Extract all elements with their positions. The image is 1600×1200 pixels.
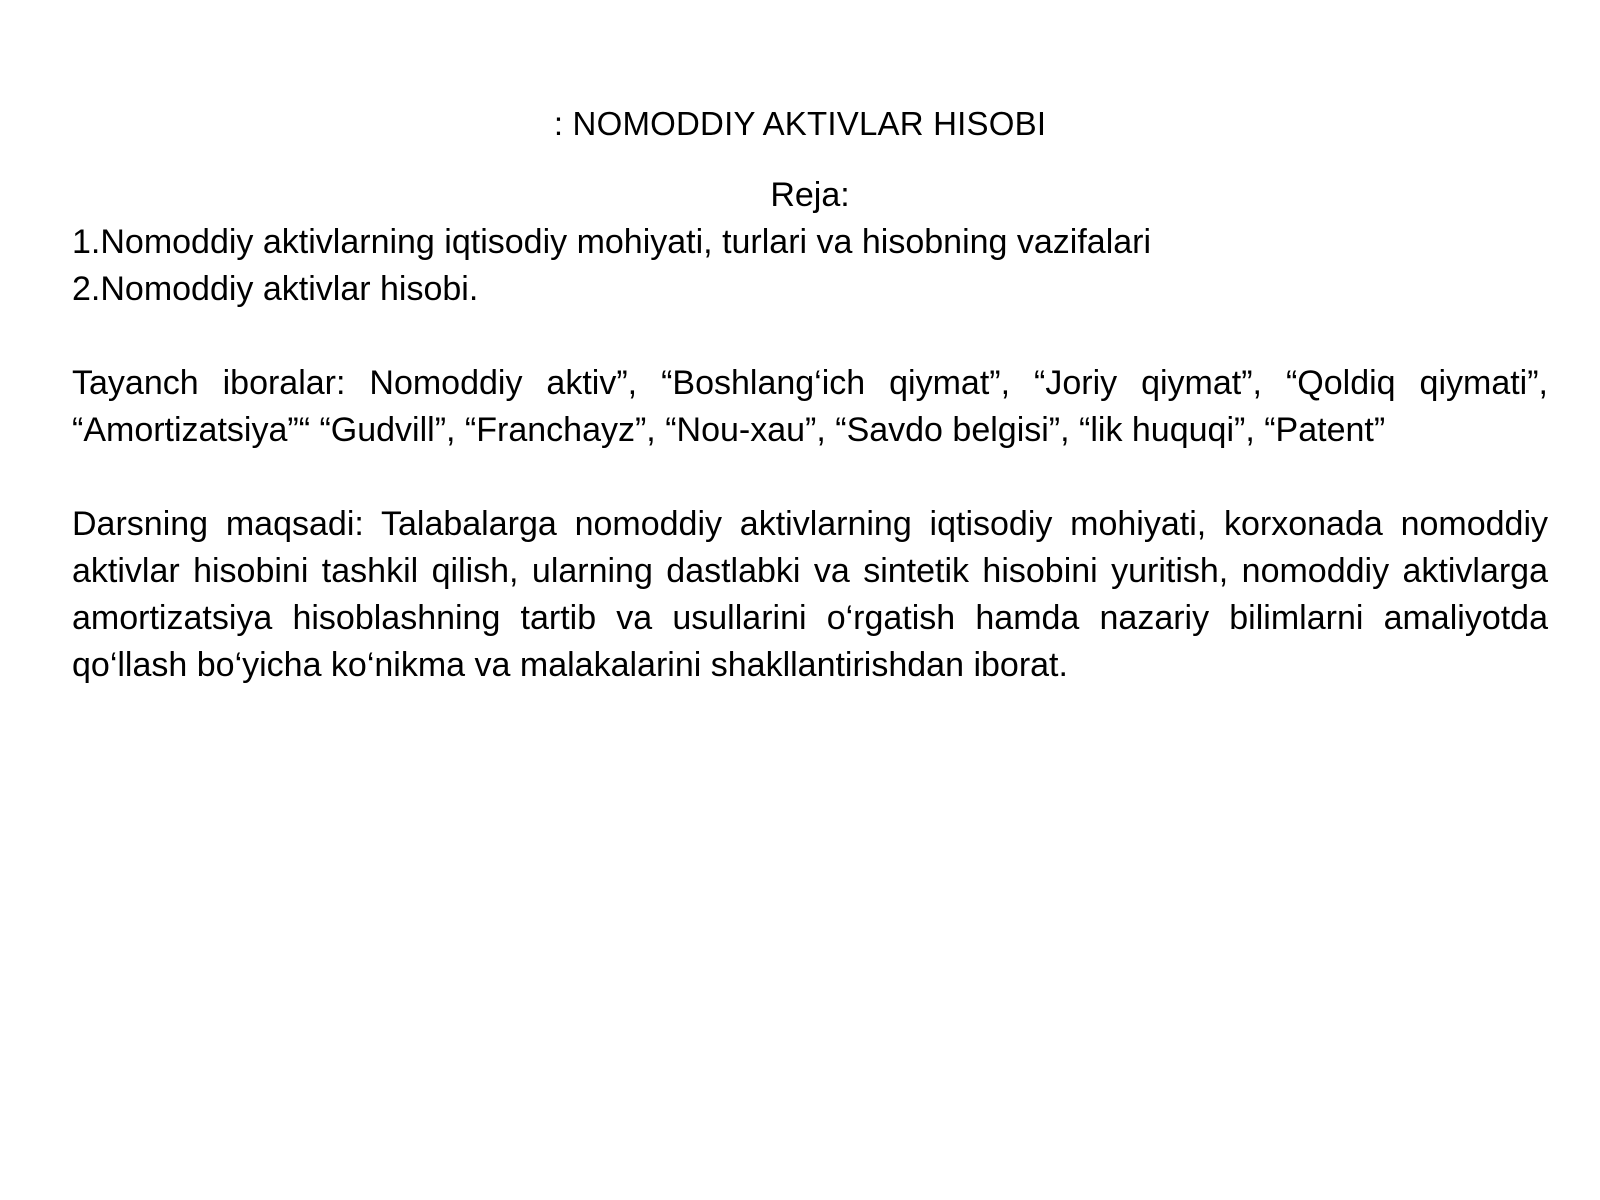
keywords-paragraph: Tayanch iboralar: Nomoddiy aktiv”, “Boshlang‘ich qiymat”, “Joriy qiymat”, “Qoldiq qiymati”, “Amortizatsiya”“ “Gudvill”, “Franchayz”, “Nou-xau”, “Savdo belgisi”, “lik huquqi”, “Patent” bbox=[72, 364, 1548, 449]
plan-item-2: 2.Nomoddiy aktivlar hisobi. bbox=[72, 270, 479, 308]
slide-title: : NOMODDIY AKTIVLAR HISOBI bbox=[553, 105, 1047, 142]
plan-item-1: 1.Nomoddiy aktivlarning iqtisodiy mohiyati, turlari va hisobning vazifalari bbox=[72, 223, 1152, 261]
plan-heading: Reja: bbox=[770, 176, 850, 214]
goal-paragraph: Darsning maqsadi: Talabalarga nomoddiy aktivlarning iqtisodiy mohiyati, korxonada nomoddiy aktivlar hisobini tashkil qilish, ularning dastlabki va sintetik hisobini yuritish, nomoddiy aktivlarga amortizatsiya hisoblashning tartib va usullarini o‘rgatish hamda nazariy bilimlarni amaliyotda qo‘llash bo‘yicha ko‘nikma va malakalarini shakllantirishdan iborat. bbox=[72, 505, 1548, 684]
slide-content bbox=[72, 172, 1548, 689]
spacer bbox=[72, 313, 1548, 360]
spacer bbox=[72, 454, 1548, 501]
